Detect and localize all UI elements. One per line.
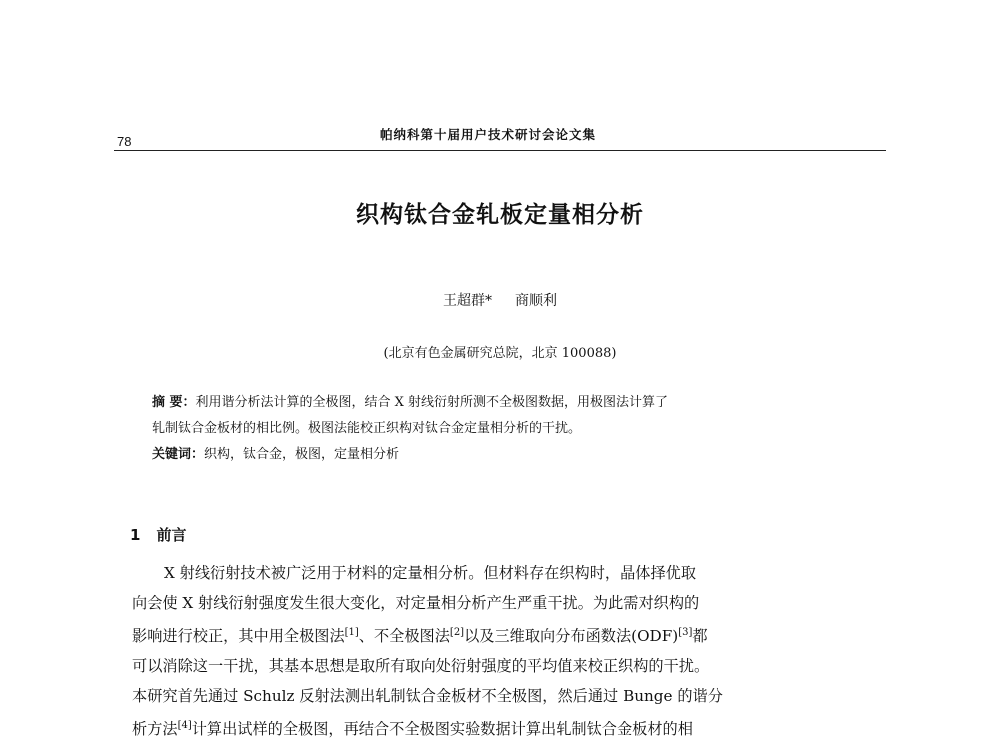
abstract-line [152, 390, 852, 416]
author-list [0, 290, 1000, 310]
running-head: 帕纳科第十届用户技术研讨会论文集 [380, 127, 597, 142]
section-number: 1 [130, 526, 141, 544]
paper-title: 织构钛合金轧板定量相分析 [356, 202, 644, 228]
keywords-text: 织构，钛合金，极图，定量相分析 [204, 447, 400, 462]
citation-ref: [1] [344, 627, 359, 638]
abstract-line: 轧制钛合金板材的相比例。极图法能校正织构对钛合金定量相分析的干扰。 [152, 421, 582, 436]
body-text-segment: 析方法 [132, 720, 178, 739]
body-line [132, 711, 872, 744]
author-name: 王超群* [443, 293, 493, 309]
citation-ref: [2] [449, 627, 465, 638]
body-text-segment: 都 [692, 627, 708, 646]
section-heading [130, 524, 186, 545]
body-text-segment: 影响进行校正，其中用全极图法 [132, 627, 345, 646]
body-text-segment: 以及三维取向分布函数法(ODF) [464, 627, 679, 646]
body-text-segment: 、不全极图法 [358, 627, 450, 646]
keywords-label: 关键词： [152, 447, 205, 462]
abstract-text: 利用谐分析法计算的全极图，结合 X 射线衍射所测不全极图数据，用极图法计算了 [195, 395, 669, 410]
abstract-label: 摘 要： [152, 395, 196, 410]
citation-ref: [3] [678, 627, 693, 638]
header-rule [114, 150, 886, 151]
body-line: X 射线衍射技术被广泛用于材料的定量相分析。但材料存在织构时，晶体择优取 [164, 564, 697, 582]
citation-ref: [4] [177, 720, 192, 732]
section-body [132, 558, 872, 744]
affiliation: (北京有色金属研究总院，北京 100088) [383, 346, 617, 361]
author-name: 商顺利 [514, 293, 557, 309]
body-line: 本研究首先通过 Schulz 反射法测出轧制钛合金板材不全极图，然后通过 Bunge 的谐分 [132, 687, 723, 706]
page-number: 78 [117, 134, 132, 149]
body-line: 可以消除这一干扰，其基本思想是取所有取向处衍射强度的平均值来校正织构的干扰。 [132, 657, 710, 676]
body-line: 向会使 X 射线衍射强度发生很大变化，对定量相分析产生严重干扰。为此需对织构的 [132, 594, 700, 612]
body-text-segment: 计算出试样的全极图，再结合不全极图实验数据计算出轧制钛合金板材的相 [191, 720, 693, 739]
abstract-block [152, 390, 852, 468]
keywords-line [152, 442, 852, 468]
section-title: 前言 [156, 526, 187, 544]
body-line [132, 618, 872, 651]
